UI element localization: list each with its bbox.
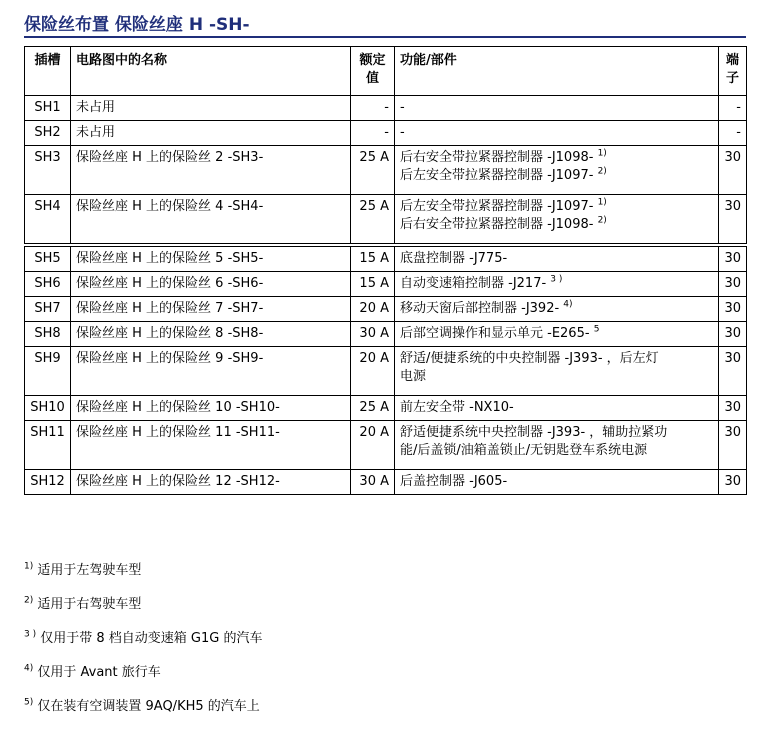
name-cell: 保险丝座 H 上的保险丝 6 -SH6- <box>71 272 351 297</box>
function-line-1: 舒适便捷系统中央控制器 -J393- ，辅助拉紧功 <box>400 425 668 440</box>
rating-cell: 25 A <box>351 195 395 244</box>
slot-cell: SH11 <box>25 421 71 470</box>
terminal-cell: 30 <box>719 421 747 470</box>
function-line-2: 能/后盖锁/油箱盖锁止/无钥匙登车系统电源 <box>400 443 648 458</box>
footnote-mark: 2) <box>24 595 34 606</box>
function-line-1: 后右安全带拉紧器控制器 -J1098- $^{1)}$ <box>400 148 607 165</box>
terminal-cell: 30 <box>719 247 747 272</box>
table-header-row <box>25 47 747 96</box>
function-cell <box>395 421 719 470</box>
rating-cell: - <box>351 96 395 121</box>
function-line-2: 电源 <box>400 369 427 384</box>
terminal-cell: - <box>719 121 747 146</box>
function-line-1: 后部空调操作和显示单元 -E265- $^5$ <box>400 324 600 341</box>
rating-cell: 30 A <box>351 322 395 347</box>
function-line-2: 后左安全带拉紧器控制器 -J1097- $^{2)}$ <box>400 166 607 183</box>
name-cell: 保险丝座 H 上的保险丝 11 -SH11- <box>71 421 351 470</box>
footnote-text: 适用于左驾驶车型 <box>33 563 142 578</box>
rating-cell: 30 A <box>351 470 395 495</box>
function-cell <box>395 96 719 121</box>
terminal-cell: 30 <box>719 195 747 244</box>
rating-cell: 15 A <box>351 247 395 272</box>
slot-cell: SH1 <box>25 96 71 121</box>
footnote-ref: 2) <box>597 166 607 177</box>
rating-cell: 20 A <box>351 421 395 470</box>
table-row <box>25 121 747 146</box>
name-cell: 保险丝座 H 上的保险丝 9 -SH9- <box>71 347 351 396</box>
slot-cell: SH7 <box>25 297 71 322</box>
header-function: 功能/部件 <box>395 47 719 96</box>
title-divider <box>24 36 746 38</box>
slot-cell: SH9 <box>25 347 71 396</box>
footnote-text: 仅在装有空调装置 9AQ/KH5 的汽车上 <box>33 699 260 714</box>
slot-cell: SH5 <box>25 247 71 272</box>
footnote-ref: 3 ) <box>550 274 563 285</box>
terminal-cell: 30 <box>719 396 747 421</box>
terminal-cell: 30 <box>719 272 747 297</box>
name-cell: 保险丝座 H 上的保险丝 10 -SH10- <box>71 396 351 421</box>
footnote <box>24 627 262 646</box>
name-cell: 保险丝座 H 上的保险丝 4 -SH4- <box>71 195 351 244</box>
footnote <box>24 695 260 714</box>
footnote-mark: 5) <box>24 697 34 708</box>
footnote-text: 仅用于带 8 档自动变速箱 G1G 的汽车 <box>36 631 263 646</box>
footnote <box>24 559 141 578</box>
function-line-1: 移动天窗后部控制器 -J392- $^{4)}$ <box>400 299 573 316</box>
footnote-mark: 1) <box>24 561 34 572</box>
name-cell: 未占用 <box>71 96 351 121</box>
terminal-cell: 30 <box>719 146 747 195</box>
table-row <box>25 347 747 396</box>
table-row <box>25 421 747 470</box>
rating-cell: 15 A <box>351 272 395 297</box>
footnote-ref: 1) <box>597 148 607 159</box>
function-line-1: 后盖控制器 -J605- <box>400 474 508 489</box>
name-cell: 未占用 <box>71 121 351 146</box>
slot-cell: SH3 <box>25 146 71 195</box>
footnote-ref: 4) <box>563 299 573 310</box>
function-cell <box>395 470 719 495</box>
function-cell <box>395 396 719 421</box>
table-row <box>25 322 747 347</box>
header-terminal: 端子 <box>719 47 747 96</box>
footnote-ref: 5 <box>593 324 600 335</box>
footnote <box>24 661 161 680</box>
slot-cell: SH12 <box>25 470 71 495</box>
slot-cell: SH2 <box>25 121 71 146</box>
name-cell: 保险丝座 H 上的保险丝 2 -SH3- <box>71 146 351 195</box>
function-cell <box>395 347 719 396</box>
function-cell <box>395 297 719 322</box>
function-line-1: 前左安全带 -NX10- <box>400 400 514 415</box>
footnote-text: 适用于右驾驶车型 <box>33 597 142 612</box>
terminal-cell: 30 <box>719 322 747 347</box>
footnote-mark: 3 ) <box>24 629 37 640</box>
function-line-1: 舒适/便捷系统的中央控制器 -J393- ，后左灯 <box>400 351 659 366</box>
function-line-1: 自动变速箱控制器 -J217- $^{3 )}$ <box>400 274 563 291</box>
rating-cell: - <box>351 121 395 146</box>
table-row <box>25 470 747 495</box>
table-row <box>25 247 747 272</box>
name-cell: 保险丝座 H 上的保险丝 5 -SH5- <box>71 247 351 272</box>
function-cell <box>395 121 719 146</box>
rating-cell: 25 A <box>351 396 395 421</box>
table-row <box>25 272 747 297</box>
function-cell <box>395 195 719 244</box>
function-line-2: 后右安全带拉紧器控制器 -J1098- $^{2)}$ <box>400 215 607 232</box>
table-row <box>25 96 747 121</box>
footnote-ref: 2) <box>597 215 607 226</box>
rating-cell: 20 A <box>351 347 395 396</box>
table-row <box>25 297 747 322</box>
header-slot: 插槽 <box>25 47 71 96</box>
footnote-text: 仅用于 Avant 旅行车 <box>33 665 161 680</box>
table-row <box>25 146 747 195</box>
table-row <box>25 195 747 244</box>
name-cell: 保险丝座 H 上的保险丝 8 -SH8- <box>71 322 351 347</box>
header-name: 电路图中的名称 <box>71 47 351 96</box>
slot-cell: SH4 <box>25 195 71 244</box>
page-title: 保险丝布置 保险丝座 H -SH- <box>24 15 250 35</box>
function-cell <box>395 322 719 347</box>
fuse-table <box>24 46 747 495</box>
slot-cell: SH6 <box>25 272 71 297</box>
footnote <box>24 593 141 612</box>
footnote-mark: 4) <box>24 663 34 674</box>
function-cell <box>395 146 719 195</box>
function-line-1: - <box>400 100 405 115</box>
terminal-cell: - <box>719 96 747 121</box>
terminal-cell: 30 <box>719 347 747 396</box>
terminal-cell: 30 <box>719 297 747 322</box>
name-cell: 保险丝座 H 上的保险丝 12 -SH12- <box>71 470 351 495</box>
footnote-ref: 1) <box>597 197 607 208</box>
function-cell <box>395 272 719 297</box>
slot-cell: SH8 <box>25 322 71 347</box>
function-line-1: 底盘控制器 -J775- <box>400 251 508 266</box>
header-rating: 额定值 <box>351 47 395 96</box>
table-row <box>25 396 747 421</box>
slot-cell: SH10 <box>25 396 71 421</box>
rating-cell: 25 A <box>351 146 395 195</box>
terminal-cell: 30 <box>719 470 747 495</box>
function-line-1: - <box>400 125 405 140</box>
function-cell <box>395 247 719 272</box>
function-line-1: 后左安全带拉紧器控制器 -J1097- $^{1)}$ <box>400 197 607 214</box>
rating-cell: 20 A <box>351 297 395 322</box>
name-cell: 保险丝座 H 上的保险丝 7 -SH7- <box>71 297 351 322</box>
